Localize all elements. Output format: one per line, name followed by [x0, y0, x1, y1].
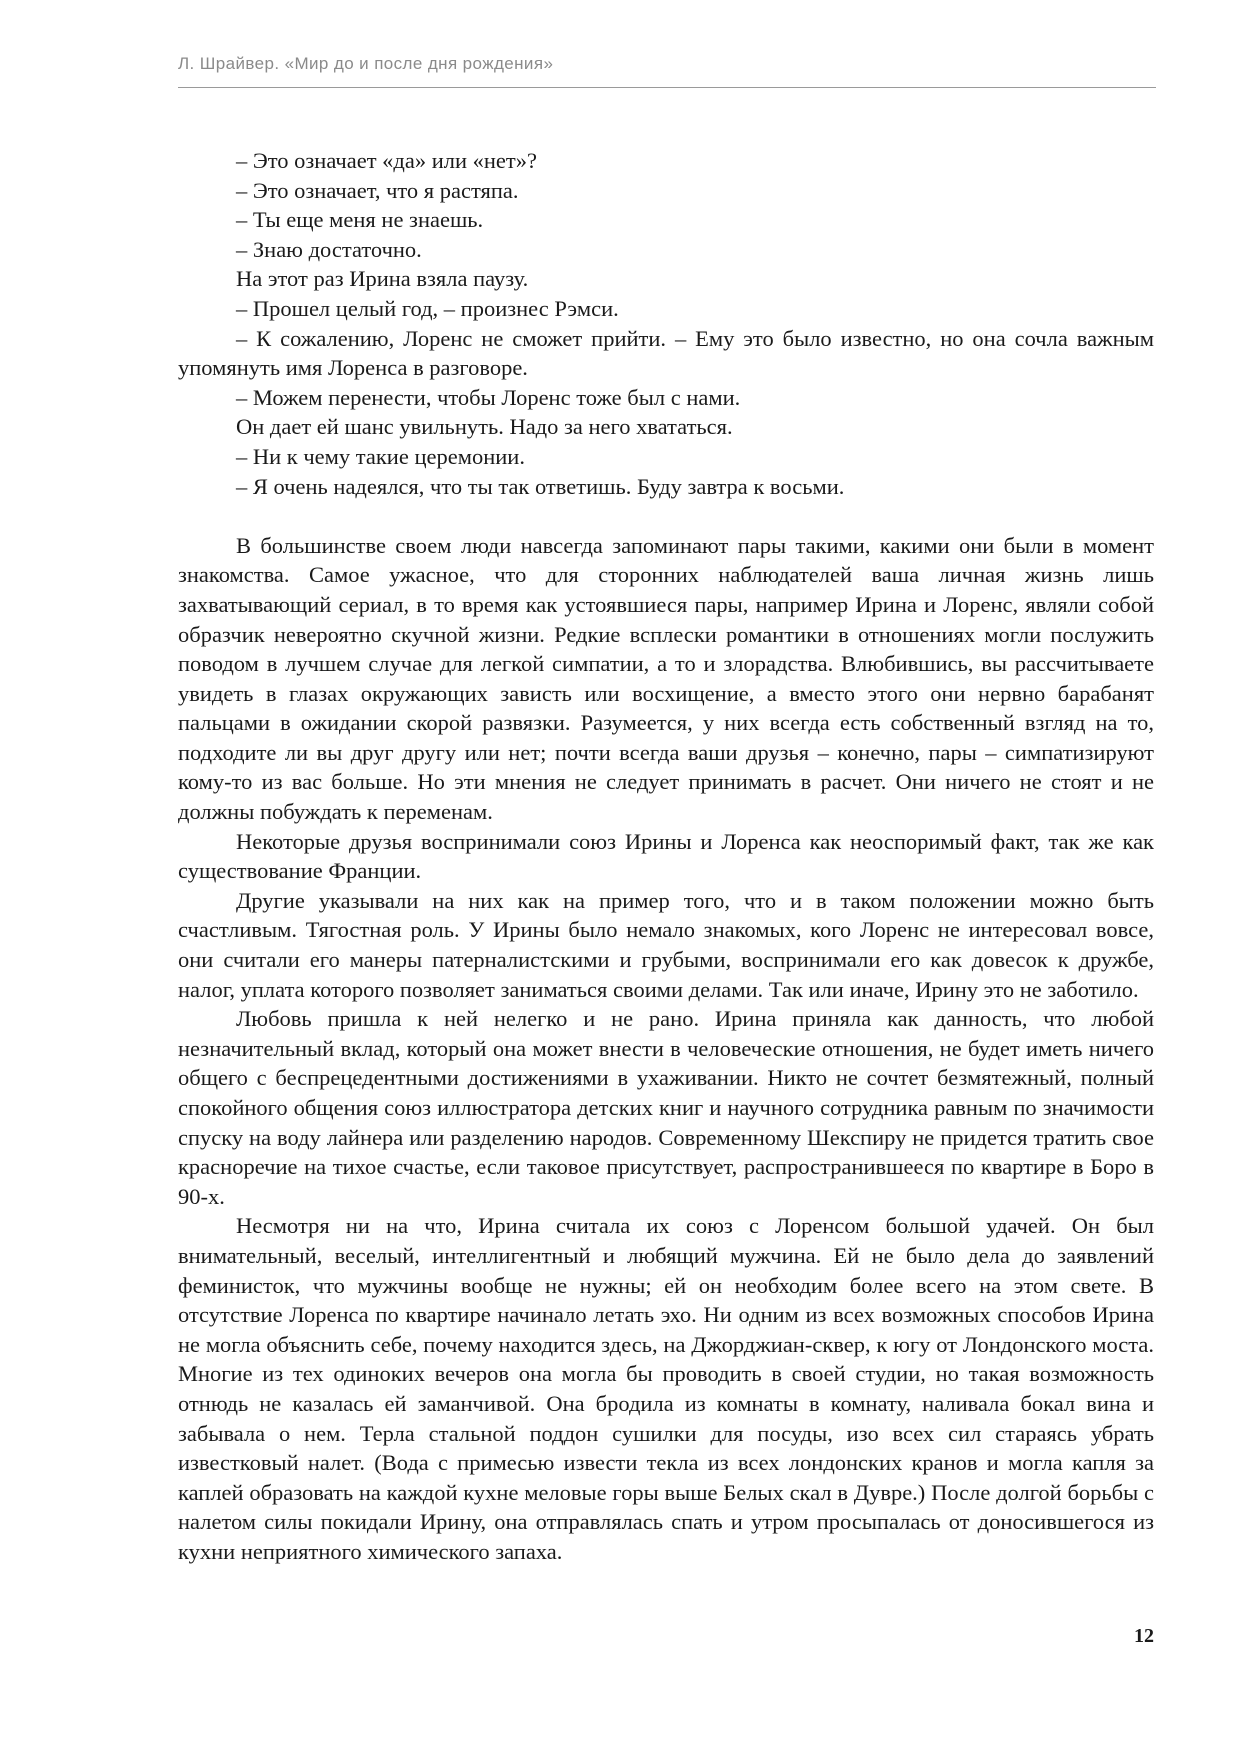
- page-number: 12: [1134, 1625, 1154, 1647]
- dialogue-line: – Я очень надеялся, что ты так ответишь. Буду завтра к восьми.: [236, 473, 845, 499]
- dialogue-line: – Знаю достаточно.: [236, 236, 422, 262]
- dialogue-line: – Ты еще меня не знаешь.: [236, 207, 484, 233]
- page-body: [178, 146, 1154, 1567]
- running-header: Л. Шрайвер. «Мир до и после дня рождения»: [178, 54, 554, 73]
- dialogue-line: – Это означает, что я растяпа.: [236, 177, 519, 203]
- body-paragraph: Несмотря ни на что, Ирина считала их союз с Лоренсом большой удачей. Он был внимательный, веселый, интеллигентный и любящий мужчина. Ей не было дела до заявлений феминисток, что мужчины вообще не нужны; ей он необходим более всего на этом свете. В отсутствие Лоренса по квартире начинало летать эхо. Ни одним из всех возможных способов Ирина не могла объяснить себе, почему находится здесь, на Джорджиан-сквер, к югу от Лондонского моста. Многие из тех одиноких вечеров она могла бы проводить в своей студии, но такая возможность отнюдь не казалась ей заманчивой. Она бродила из комнаты в комнату, наливала бокал вина и забывала о нем. Терла стальной поддон сушилки для посуды, изо всех сил стараясь убрать известковый налет. (Вода с примесью извести текла из всех лондонских кранов и могла капля за каплей образовать на каждой кухне меловые горы выше Белых скал в Дувре.) После долгой борьбы с налетом силы покидали Ирину, она отправлялась спать и утром просыпалась от доносившегося из кухни неприятного химического запаха.: [178, 1213, 1154, 1564]
- body-paragraph: Любовь пришла к ней нелегко и не рано. Ирина приняла как данность, что любой незначительный вклад, который она может внести в человеческие отношения, не будет иметь ничего общего с беспрецедентными достижениями в ухаживании. Никто не сочтет безмятежный, полный спокойного общения союз иллюстратора детских книг и научного сотрудника равным по значимости спуску на воду лайнера или разделению народов. Современному Шекспиру не придется тратить свое красноречие на тихое счастье, если таковое присутствует, распространившееся по квартире в Боро в 90-х.: [178, 1006, 1154, 1209]
- body-paragraph: В большинстве своем люди навсегда запоминают пары такими, какими они были в момент знакомства. Самое ужасное, что для сторонних наблюдателей ваша личная жизнь лишь захватывающий сериал, в то время как устоявшиеся пары, например Ирина и Лоренс, являли собой образчик невероятно скучной жизни. Редкие всплески романтики в отношениях могли послужить поводом в лучшем случае для легкой симпатии, а то и злорадства. Влюбившись, вы рассчитываете увидеть в глазах окружающих зависть или восхищение, а вместо этого они нервно барабанят пальцами в ожидании скорой развязки. Разумеется, у них всегда есть собственный взгляд на то, подходите ли вы друг другу или нет; почти всегда ваши друзья – конечно, пары – симпатизируют кому-то из вас больше. Но эти мнения не следует принимать в расчет. Они ничего не стоят и не должны побуждать к переменам.: [178, 532, 1154, 825]
- body-paragraph: Некоторые друзья воспринимали союз Ирины и Лоренса как неоспоримый факт, так же как существование Франции.: [178, 828, 1154, 884]
- dialogue-line: – Можем перенести, чтобы Лоренс тоже был с нами.: [236, 384, 741, 410]
- narrative-line: На этот раз Ирина взяла паузу.: [236, 266, 529, 292]
- header-divider: [178, 87, 1156, 88]
- dialogue-line: – Ни к чему такие церемонии.: [236, 443, 525, 469]
- dialogue-line: – К сожалению, Лоренс не сможет прийти. – Ему это было известно, но она сочла важным упомянуть имя Лоренса в разговоре.: [178, 325, 1154, 381]
- body-paragraph: Другие указывали на них как на пример того, что и в таком положении можно быть счастливым. Тягостная роль. У Ирины было немало знакомых, кого Лоренс не интересовал вовсе, они считали его манеры патерналистскими и грубыми, воспринимали его как довесок к дружбе, налог, уплата которого позволяет заниматься своими делами. Так или иначе, Ирину это не заботило.: [178, 887, 1154, 1002]
- dialogue-line: – Это означает «да» или «нет»?: [236, 148, 537, 173]
- dialogue-line: – Прошел целый год, – произнес Рэмси.: [236, 295, 619, 321]
- narrative-line: Он дает ей шанс увильнуть. Надо за него хвататься.: [236, 414, 733, 440]
